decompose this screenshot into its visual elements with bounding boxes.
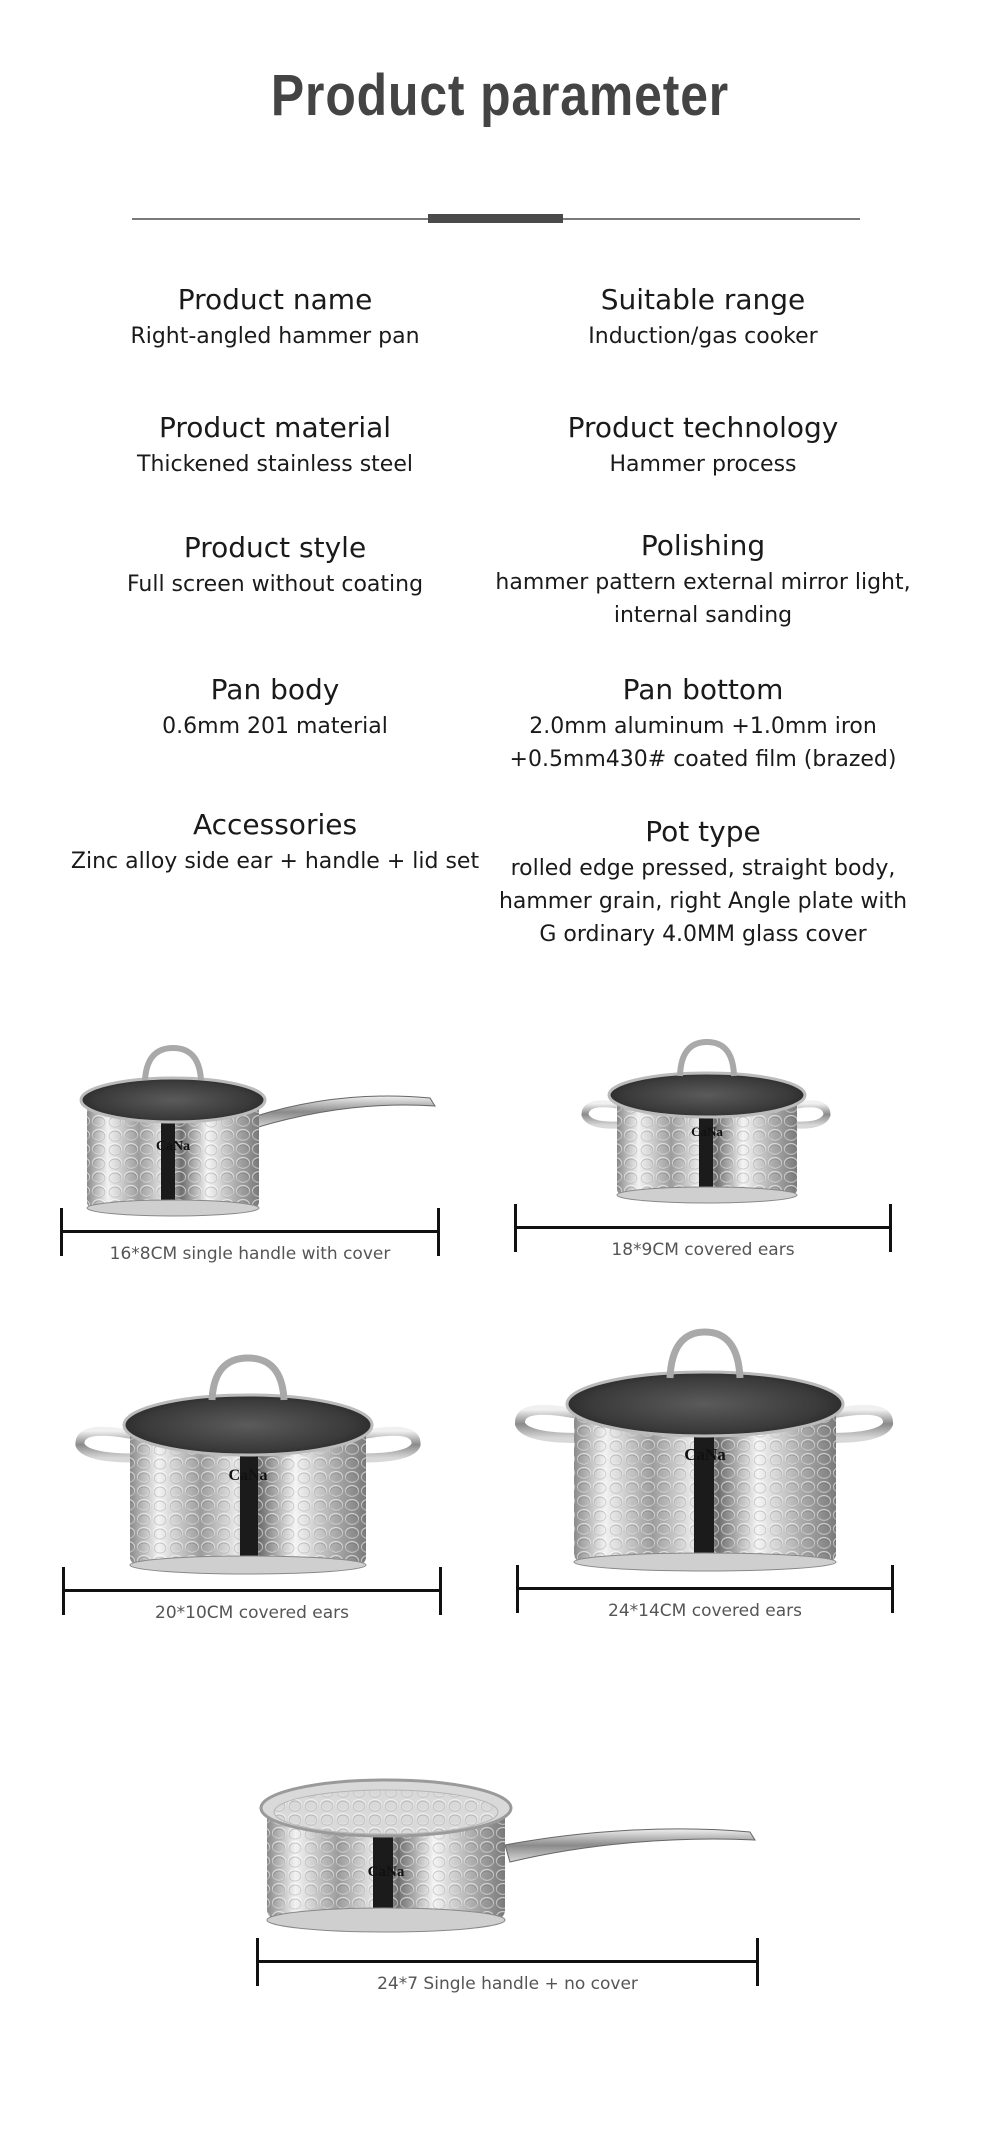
product-image-saucepan-16 bbox=[75, 1030, 455, 1220]
param-value: Induction/gas cooker bbox=[588, 324, 818, 349]
product-image-pot-24 bbox=[512, 1312, 897, 1572]
param-product-technology bbox=[468, 408, 938, 481]
param-heading: Product technology bbox=[567, 411, 839, 444]
param-polishing bbox=[468, 526, 938, 632]
param-pan-bottom bbox=[468, 670, 938, 776]
param-heading: Product name bbox=[177, 283, 373, 316]
product-image-pot-18 bbox=[575, 1030, 835, 1205]
param-heading: Pan body bbox=[210, 673, 340, 706]
param-product-style bbox=[40, 528, 510, 601]
brand-logo: CaNa bbox=[367, 1864, 405, 1880]
param-value: rolled edge pressed, straight body, hammer grain, right Angle plate with G ordinary 4.0MM glass cover bbox=[498, 856, 908, 947]
param-pan-body bbox=[40, 670, 510, 743]
param-value: Full screen without coating bbox=[126, 572, 424, 597]
product-caption: 24*7 Single handle + no cover bbox=[377, 1974, 638, 1994]
brand-logo: CaNa bbox=[155, 1139, 191, 1154]
product-image-pot-20 bbox=[72, 1330, 422, 1575]
param-value: hammer pattern external mirror light, internal sanding bbox=[495, 570, 911, 628]
product-caption: 20*10CM covered ears bbox=[155, 1603, 349, 1623]
param-value: Right-angled hammer pan bbox=[130, 324, 420, 349]
param-heading: Product style bbox=[183, 531, 367, 564]
product-caption: 24*14CM covered ears bbox=[608, 1601, 802, 1621]
param-heading: Suitable range bbox=[600, 283, 806, 316]
brand-logo: CaNa bbox=[691, 1124, 723, 1139]
param-pot-type bbox=[468, 812, 938, 951]
param-value: Thickened stainless steel bbox=[137, 452, 413, 477]
page-title: Product parameter bbox=[270, 63, 730, 128]
product-caption: 18*9CM covered ears bbox=[611, 1240, 795, 1260]
brand-logo: CaNa bbox=[684, 1445, 726, 1464]
param-product-material bbox=[40, 408, 510, 481]
product-caption: 16*8CM single handle with cover bbox=[109, 1244, 391, 1264]
param-heading: Pot type bbox=[645, 815, 761, 848]
param-accessories bbox=[40, 805, 510, 878]
product-image-frypan-24 bbox=[255, 1770, 760, 1940]
divider-accent bbox=[428, 214, 563, 223]
param-heading: Accessories bbox=[192, 808, 358, 841]
param-suitable-range bbox=[468, 280, 938, 353]
param-heading: Pan bottom bbox=[622, 673, 784, 706]
param-value: 2.0mm aluminum +1.0mm iron +0.5mm430# coated film (brazed) bbox=[509, 714, 897, 772]
param-heading: Polishing bbox=[640, 529, 766, 562]
param-value: Hammer process bbox=[609, 452, 797, 477]
param-value: 0.6mm 201 material bbox=[162, 714, 388, 739]
brand-logo: CaNa bbox=[228, 1467, 268, 1484]
param-product-name bbox=[40, 280, 510, 353]
param-heading: Product material bbox=[158, 411, 392, 444]
param-value: Zinc alloy side ear + handle + lid set bbox=[70, 849, 480, 874]
